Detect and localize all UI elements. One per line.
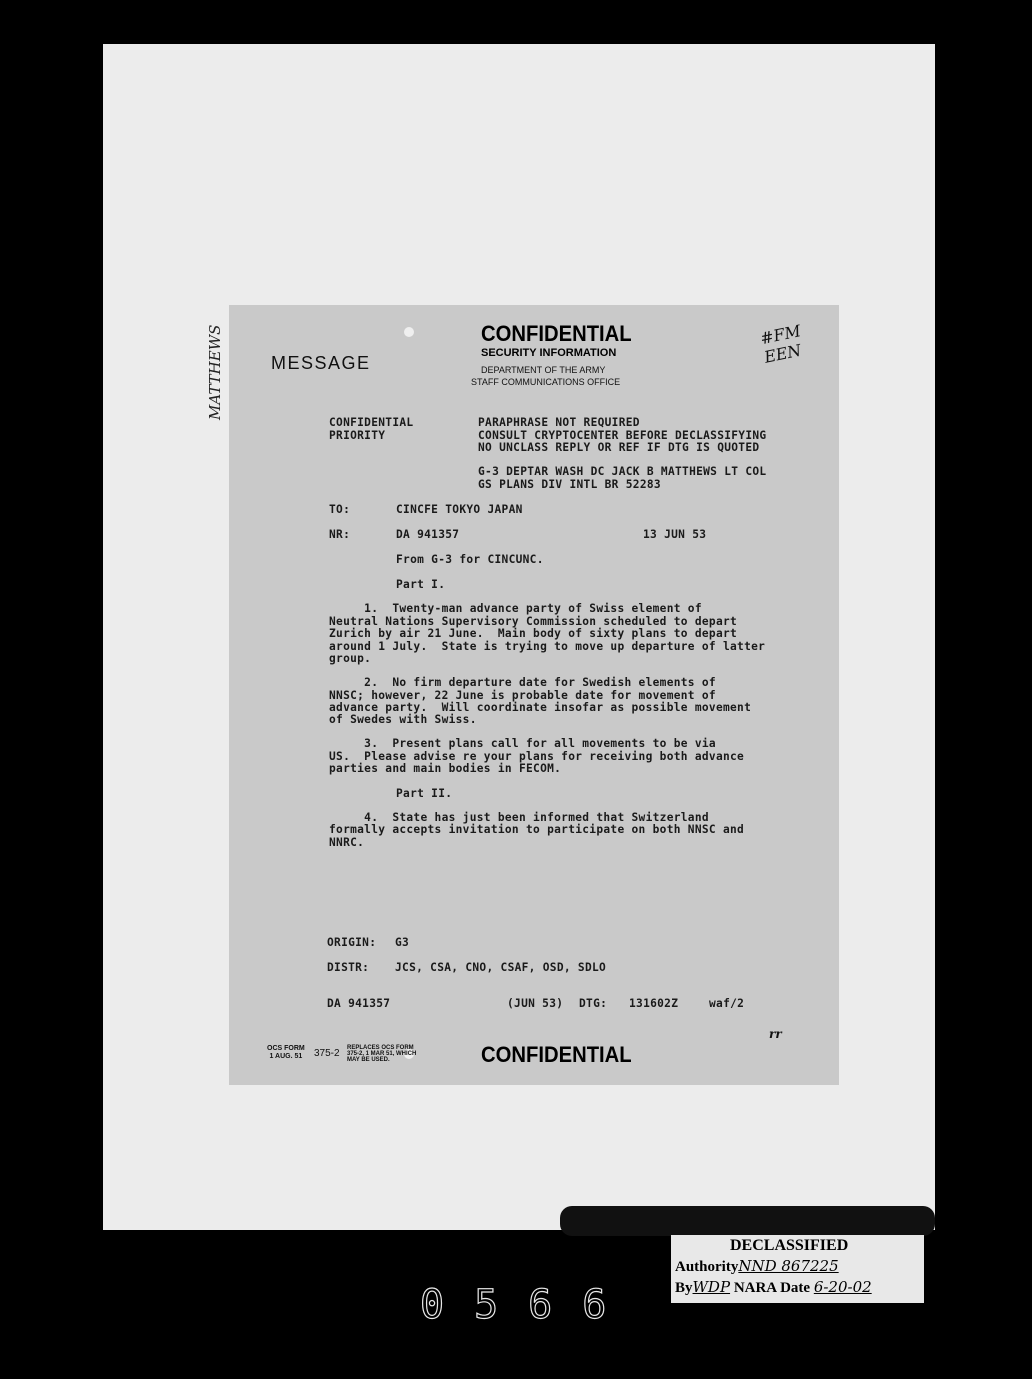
form-number: 375-2 <box>314 1048 340 1059</box>
scan-shadow <box>560 1206 935 1236</box>
handwritten-margin-note: MATTHEWS <box>206 324 224 420</box>
originator-line: GS PLANS DIV INTL BR 52283 <box>478 478 661 491</box>
to-value: CINCFE TOKYO JAPAN <box>396 503 523 516</box>
operator-initials: waf/2 <box>709 997 745 1010</box>
body-line: 1. Twenty-man advance party of Swiss element of <box>329 602 702 615</box>
body-line: Neutral Nations Supervisory Commission scheduled to depart <box>329 615 738 628</box>
dtg-value: 131602Z <box>629 997 679 1010</box>
by-label: By <box>675 1280 693 1296</box>
body-line: 2. No firm departure date for Swedish elements of <box>329 676 716 689</box>
body-line: 4. State has just been informed that Switzerland <box>329 811 709 824</box>
handwritten-initials: #FM EEN <box>758 321 803 367</box>
message-form <box>229 305 839 1085</box>
nr-value: DA 941357 <box>396 528 460 541</box>
body-line: formally accepts invitation to participate on both NNSC and <box>329 823 745 836</box>
frame-number: 0566 <box>420 1282 637 1328</box>
form-label: OCS FORM 1 AUG. 51 <box>267 1045 305 1060</box>
punch-hole <box>404 327 414 337</box>
message-date: 13 JUN 53 <box>643 528 707 541</box>
classification-header: CONFIDENTIAL <box>481 321 632 346</box>
precedence: PRIORITY <box>329 429 386 442</box>
stamp-title: DECLASSIFIED <box>730 1237 849 1254</box>
originator-line: G-3 DEPTAR WASH DC JACK B MATTHEWS LT COL <box>478 465 767 478</box>
nara-date: 6-20-02 <box>813 1278 872 1296</box>
security-info: SECURITY INFORMATION <box>481 347 617 359</box>
body-line: advance party. Will coordinate insofar as possible movement <box>329 701 752 714</box>
body-line: Zurich by air 21 June. Main body of sixty plans to depart <box>329 627 738 640</box>
handwritten-mark: rr <box>769 1027 782 1041</box>
part-one-heading: Part I. <box>396 578 446 591</box>
dtg-label: DTG: <box>579 997 608 1010</box>
declassification-stamp <box>671 1235 924 1303</box>
body-line: 3. Present plans call for all movements to be via <box>329 737 716 750</box>
part-two-heading: Part II. <box>396 787 453 800</box>
to-label: TO: <box>329 503 351 516</box>
origin-value: G3 <box>395 936 410 949</box>
classification-line: CONFIDENTIAL <box>329 416 414 429</box>
from-line: From G-3 for CINCUNC. <box>396 553 544 566</box>
body-line: parties and main bodies in FECOM. <box>329 762 562 775</box>
instruction-line: PARAPHRASE NOT REQUIRED <box>478 416 640 429</box>
origin-label: ORIGIN: <box>327 936 377 949</box>
body-line: around 1 July. State is trying to move up departure of latter <box>329 640 766 653</box>
replaces-note: REPLACES OCS FORM 375-2, 1 MAR 51, WHICH MAY BE USED. <box>347 1045 417 1063</box>
body-line: US. Please advise re your plans for receiving both advance <box>329 750 745 763</box>
reference-number: DA 941357 <box>327 997 391 1010</box>
body-line: NNRC. <box>329 836 365 849</box>
stamp-nara <box>675 1278 872 1297</box>
body-line: of Swedes with Swiss. <box>329 713 477 726</box>
authority-label: Authority <box>675 1259 739 1275</box>
office: STAFF COMMUNICATIONS OFFICE <box>471 377 621 387</box>
nara-label: NARA Date <box>733 1280 811 1296</box>
nr-label: NR: <box>329 528 351 541</box>
distr-label: DISTR: <box>327 961 370 974</box>
reference-date: (JUN 53) <box>507 997 564 1010</box>
by-value: WDP <box>692 1278 731 1296</box>
instruction-line: NO UNCLASS REPLY OR REF IF DTG IS QUOTED <box>478 441 760 454</box>
body-line: group. <box>329 652 372 665</box>
department: DEPARTMENT OF THE ARMY <box>481 365 606 375</box>
distr-value: JCS, CSA, CNO, CSAF, OSD, SDLO <box>395 961 607 974</box>
form-title: MESSAGE <box>271 353 371 373</box>
classification-footer: CONFIDENTIAL <box>481 1042 632 1067</box>
stamp-authority <box>675 1257 839 1276</box>
body-line: NNSC; however, 22 June is probable date for movement of <box>329 689 716 702</box>
authority-value: NND 867225 <box>738 1257 839 1275</box>
instruction-line: CONSULT CRYPTOCENTER BEFORE DECLASSIFYING <box>478 429 767 442</box>
